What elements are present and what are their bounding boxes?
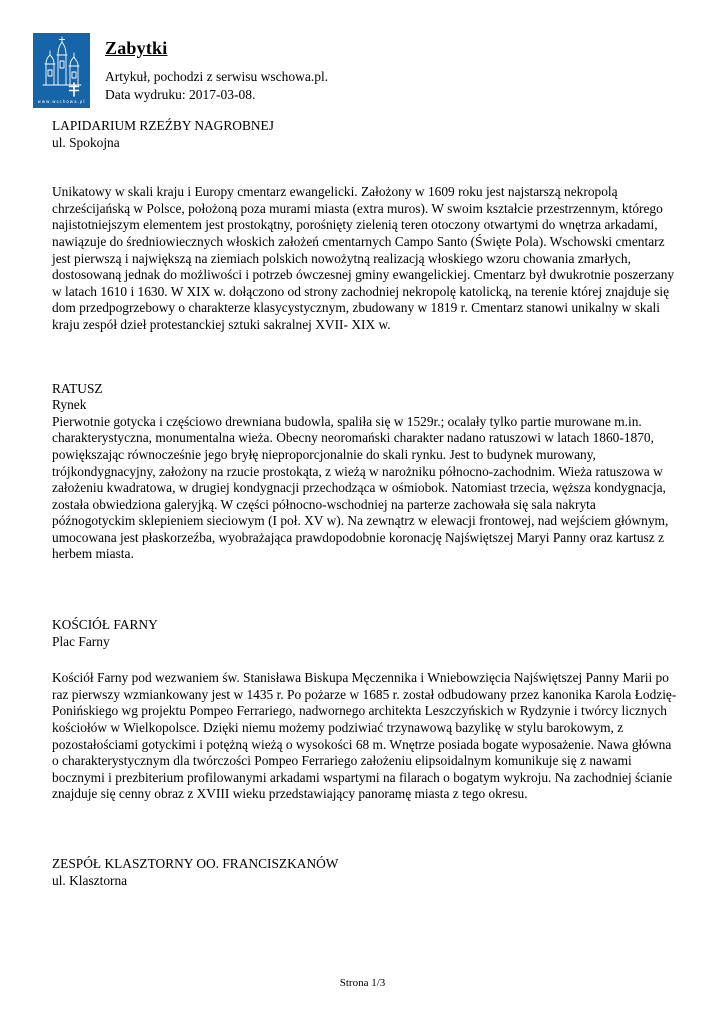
article-source-line: Artykuł, pochodzi z serwisu wschowa.pl. — [105, 69, 329, 84]
wschowa-logo — [33, 33, 90, 108]
section-lapidarium — [52, 118, 679, 334]
logo-caption: www.wschowa.pl — [37, 99, 86, 104]
section-ratusz — [52, 381, 679, 564]
section-address: Plac Farny — [52, 633, 110, 649]
section-body: Kościół Farny pod wezwaniem św. Stanisława Biskupa Męczennika i Wniebowzięcia Najświętszej Panny Marii po raz pierwszy wzmiankowany jest w 1435 r. Po pożarze w 1685 r. został odbudowany przez kanonika Karola Łodzię-Ponińskiego wg projektu Pompeo Ferrariego, nadwornego architekta Leszczyńskich w Rydzynie i twórcy licznych kościołów w Wielkopolsce. Dzięki niemu możemy podziwiać trzynawową bazylikę w stylu barokowym, z pozostałościami gotyckimi i potężną wieżą o wysokości 68 m. Wnętrze posiada bogate wyposażenie. Nawa główna o charakterystycznym dla twórczości Pompeo Ferrariego założeniu elipsoidalnym komunikuje się z nawami bocznymi i prezbiterium profilowanymi arkadami wspartymi na filarach o bogatym wykroju. Na zachodniej ścianie znajduje się cenny obraz z XVIII wieku przedstawiający panoramę miasta z tego okresu. — [52, 670, 677, 802]
section-zespol-klasztorny — [52, 856, 679, 889]
section-body: Unikatowy w skali kraju i Europy cmentarz ewangelicki. Założony w 1609 roku jest najstarszą nekropolą chrześcijańską w Polsce, położoną poza murami miasta (extra muros). W swoim kształcie przestrzennym, którego najistotniejszym elementem jest prostokątny, porośnięty zielenią teren otoczony otwartymi do wnętrza arkadami, nawiązuje do średniowiecznych włoskich założeń cmentarnych Campo Santo (Święte Pola). Wschowski cmentarz jest pierwszą i największą na ziemiach polskich nowożytną realizacją włoskiego wzoru chowania zmarłych, dostosowaną jednak do możliwości i potrzeb ówczesnej gminy ewangelickiej. Cmentarz był dwukrotnie poszerzany w latach 1610 i 1630. W XIX w. dołączono od strony zachodniej nekropolę katolicką, na terenie której znajduje się dom przedpogrzebowy o charakterze klasycystycznym, zbudowany w 1819 r. Cmentarz stanowi unikalny w skali kraju zespół dzieł protestanckiej sztuki sakralnej XVII- XIX w. — [52, 184, 675, 332]
article-content — [52, 118, 679, 889]
section-heading: LAPIDARIUM RZEŹBY NAGROBNEJ — [52, 118, 274, 133]
section-address: Rynek — [52, 397, 87, 413]
section-body: Pierwotnie gotycka i częściowo drewniana budowla, spaliła się w 1529r.; ocalały tylko partie murowane m.in. charakterystyczna, monumentalna wieża. Obecny neoromański charakter nadano ratuszowi w latach 1860-1870, powiększając równocześnie jego bryłę nieproporcjonalnie do skali rynku. Jest to budynek murowany, trójkondygnacyjny, założony na rzucie prostokąta, z wieżą w narożniku północno-zachodnim. Wieża ratuszowa w założeniu kwadratowa, w drugiej kondygnacji przechodząca w ośmiobok. Natomiast trzecia, węższa kondygnacja, została obwiedziona galeryjką. W części północno-wschodniej na parterze zachowała się sala nakryta późnogotyckim sklepieniem sieciowym (I poł. XV w). Na zewnątrz w elewacji frontowej, nad wejściem głównym, umocowana jest płaskorzeźba, wyobrażająca prawdopodobnie koronację Najświętszej Maryi Panny oraz kartusz z herbem miasta. — [52, 413, 669, 562]
page-footer — [0, 977, 725, 989]
section-heading: RATUSZ — [52, 380, 103, 396]
section-heading: ZESPÓŁ KLASZTORNY OO. FRANCISZKANÓW — [52, 856, 339, 871]
header-text — [105, 33, 328, 108]
section-address: ul. Klasztorna — [52, 872, 128, 888]
section-kosciol-farny — [52, 617, 679, 803]
section-address: ul. Spokojna — [52, 134, 120, 150]
page-title: Zabytki — [105, 38, 168, 58]
page-number-label: Strona 1/3 — [339, 977, 386, 989]
church-icon — [33, 33, 90, 99]
spacer — [52, 650, 679, 670]
article-header — [33, 33, 328, 108]
section-heading: KOŚCIÓŁ FARNY — [52, 617, 158, 633]
print-date-line: Data wydruku: 2017-03-08. — [105, 87, 256, 102]
spacer — [52, 151, 679, 184]
